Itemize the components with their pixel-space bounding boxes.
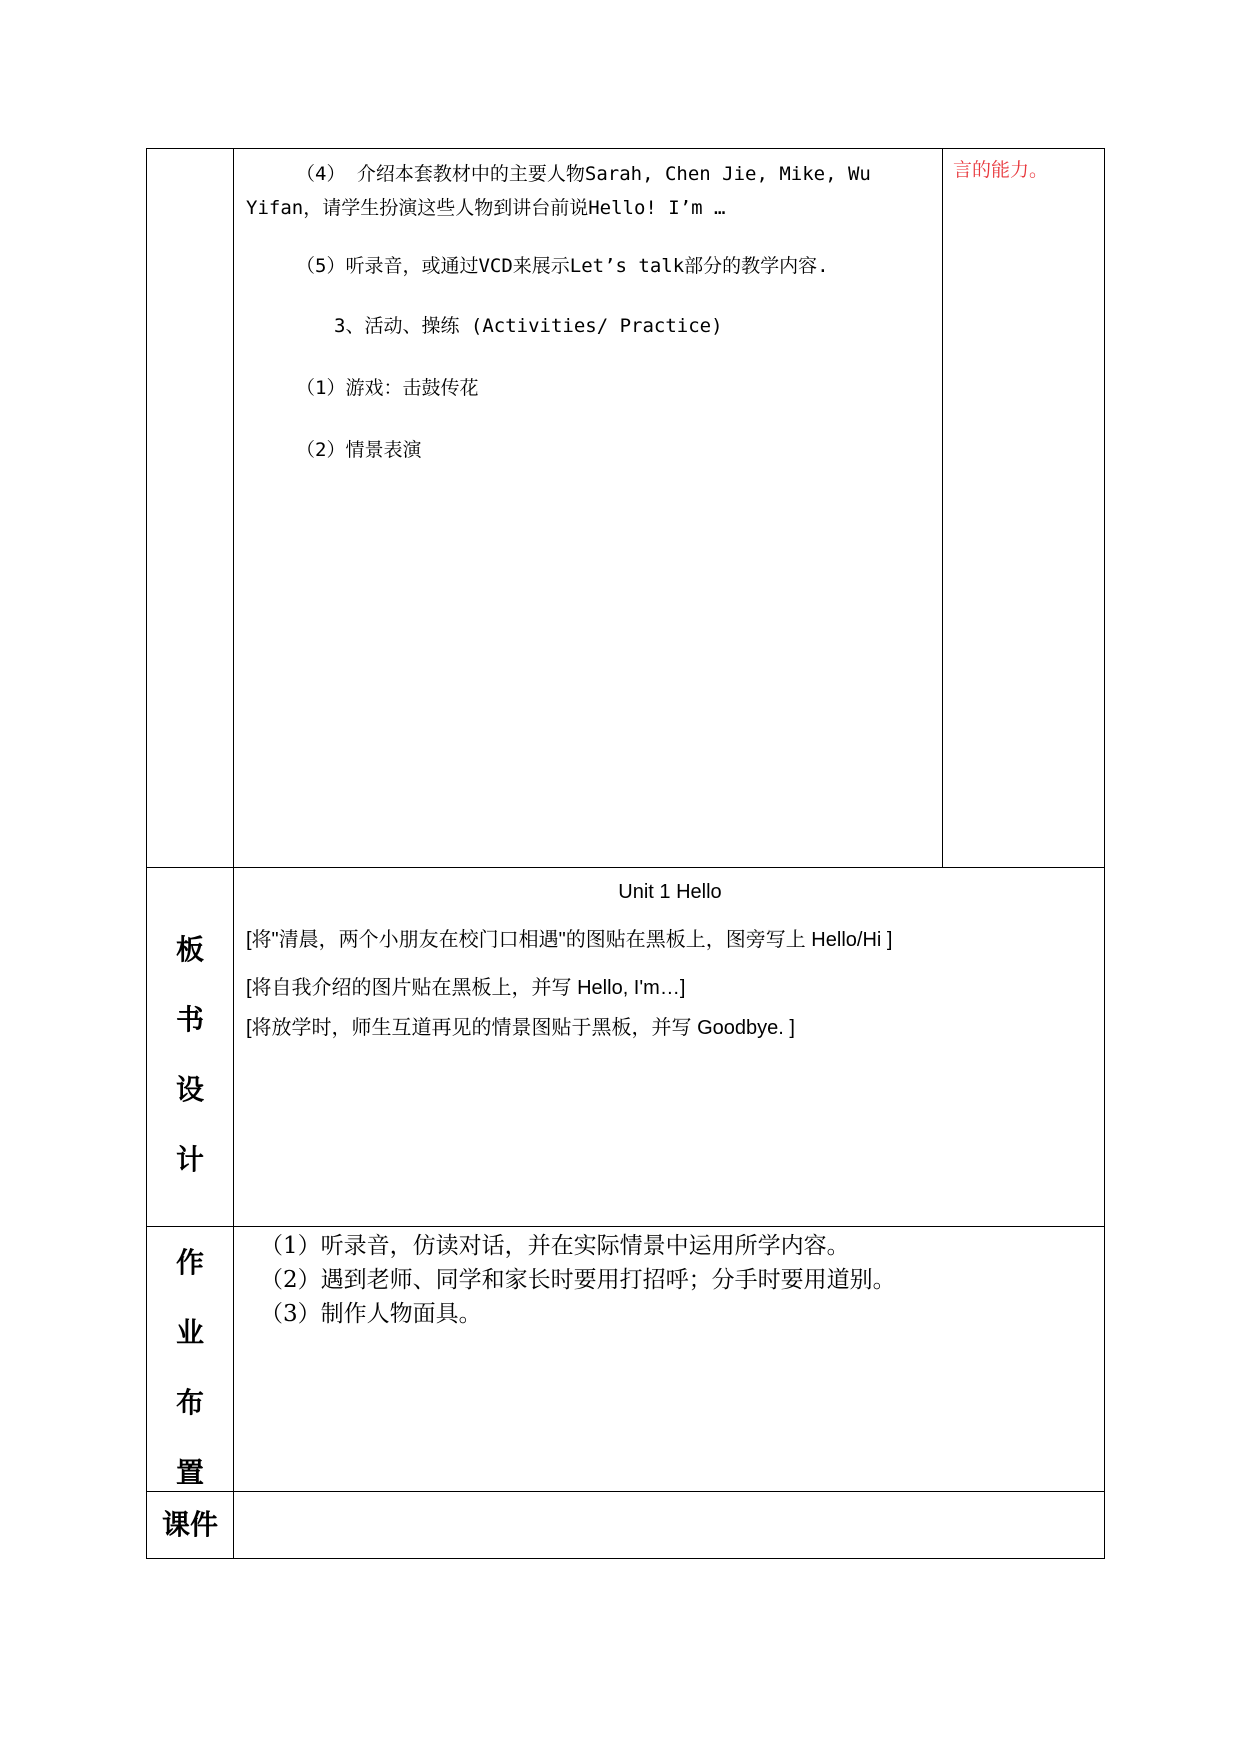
homework-label-char: 布 (175, 1386, 204, 1419)
courseware-label-cell (147, 1492, 234, 1559)
board-label-char: 板 (175, 933, 204, 966)
note-text: 言的能力。 (953, 159, 1049, 181)
homework-content-cell (234, 1227, 1105, 1492)
board-label (147, 868, 233, 1178)
homework-label-char: 作 (175, 1246, 204, 1279)
board-content-cell (234, 868, 1105, 1227)
courseware-row (147, 1492, 1105, 1559)
process-label-cell (147, 149, 234, 868)
note-cell (943, 149, 1105, 868)
homework-row (147, 1227, 1105, 1492)
role-play-step: （2）情景表演 (296, 439, 422, 461)
game-step: （1）游戏：击鼓传花 (296, 377, 479, 399)
board-label-cell (147, 868, 234, 1227)
homework-item: （1）听录音，仿读对话，并在实际情景中运用所学内容。 (260, 1233, 850, 1259)
homework-label (147, 1227, 233, 1491)
board-label-char: 设 (175, 1073, 204, 1106)
board-label-char: 书 (175, 1003, 204, 1036)
homework-item: （2）遇到老师、同学和家长时要用打招呼；分手时要用道别。 (260, 1267, 896, 1293)
board-title: Unit 1 Hello (618, 881, 722, 903)
activity-heading: 3、活动、操练 (Activities/ Practice) (334, 315, 723, 337)
courseware-content-cell (234, 1492, 1105, 1559)
board-line: [将"清晨，两个小朋友在校门口相遇"的图贴在黑板上，图旁写上 Hello/Hi ] (246, 929, 893, 951)
board-line: [将自我介绍的图片贴在黑板上，并写 Hello, I'm…] (246, 977, 686, 999)
board-design-row (147, 868, 1105, 1227)
homework-label-char: 业 (175, 1316, 204, 1349)
courseware-label: 课件 (161, 1508, 218, 1541)
homework-label-cell (147, 1227, 234, 1492)
listen-step: （5）听录音，或通过VCD来展示Let’s talk部分的教学内容. (296, 255, 829, 277)
intro-characters-line2: Yifan，请学生扮演这些人物到讲台前说Hello! I’m … (246, 197, 726, 219)
process-content-cell (234, 149, 943, 868)
board-label-char: 计 (175, 1143, 204, 1176)
lesson-plan-table (146, 148, 1105, 1559)
homework-label-char: 置 (175, 1456, 204, 1489)
teaching-process-row (147, 149, 1105, 868)
intro-characters-line1: （4） 介绍本套教材中的主要人物Sarah, Chen Jie, Mike, Wu (296, 163, 871, 185)
homework-item: （3）制作人物面具。 (260, 1301, 482, 1327)
board-line: [将放学时，师生互道再见的情景图贴于黑板，并写 Goodbye. ] (246, 1017, 795, 1039)
